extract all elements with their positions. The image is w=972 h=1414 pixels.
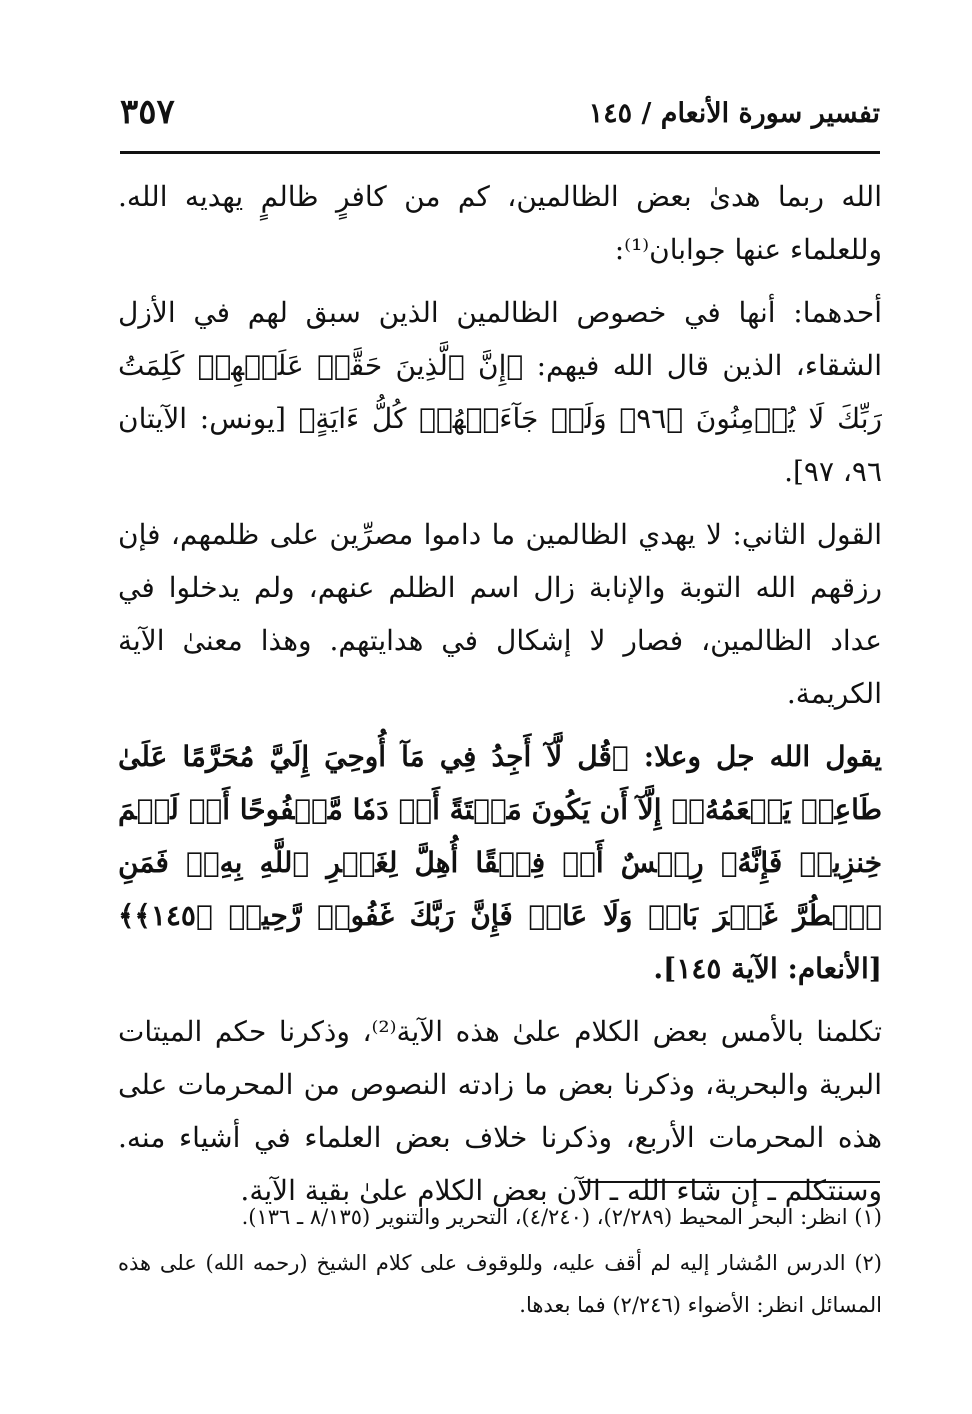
main-text — [118, 170, 882, 1227]
running-header — [120, 92, 880, 142]
footnotes — [118, 1196, 882, 1330]
paragraph-first-answer: أحدهما: أنها في خصوص الظالمين الذين سبق لهم في الأزل الشقاء، الذين قال الله فيهم: ﴿إِنَّ ٱلَّذِينَ حَقَّتۡ عَلَيۡهِمۡ كَلِمَتُ رَبِّكَ لَا يُؤۡمِنُونَ ﴿٩٦﴾ وَلَوۡ جَآءَتۡهُمۡ كُلُّ ءَايَةٍ﴾ [يونس: الآيتان ٩٦، ٩٧]. — [118, 296, 883, 488]
paragraph-second-answer: القول الثاني: لا يهدي الظالمين ما داموا مصرِّين على ظلمهم، فإن رزقهم الله التوبة والإنابة زال اسم الظلم عنهم، ولم يدخلوا في عداد الظالمين، فصار لا إشكال في هدايتهم. وهذا معنىٰ الآية الكريمة. — [118, 518, 882, 710]
paragraph-intro: الله ربما هدىٰ بعض الظالمين، كم من كافرٍ ظالمٍ يهديه الله. وللعلماء عنها جوابان⁽¹⁾: — [118, 180, 882, 266]
running-header-title: تفسير سورة الأنعام / ١٤٥ — [588, 98, 880, 129]
page-number: ٣٥٧ — [120, 92, 175, 132]
paragraph-verse-145: يقول الله جل وعلا: ﴿قُل لَّآ أَجِدُ فِي مَآ أُوحِيَ إِلَيَّ مُحَرَّمًا عَلَىٰ طَاعِمٖ يَطۡعَمُهُۥٓ إِلَّآ أَن يَكُونَ مَيۡتَةً أَوۡ دَمٗا مَّسۡفُوحًا أَوۡ لَحۡمَ خِنزِيرٖ فَإِنَّهُۥ رِجۡسٌ أَوۡ فِسۡقًا أُهِلَّ لِغَيۡرِ ٱللَّهِ بِهِۦۚ فَمَنِ ٱضۡطُرَّ غَيۡرَ بَاغٖ وَلَا عَادٖ فَإِنَّ رَبَّكَ غَفُورٞ رَّحِيمٞ ﴿١٤٥﴾﴾ [الأنعام: الآية ١٤٥]. — [118, 740, 882, 985]
header-divider — [120, 151, 880, 154]
paragraph-discussion: تكلمنا بالأمس بعض الكلام علىٰ هذه الآية⁽²⁾، وذكرنا حكم الميتات البرية والبحرية، وذكرنا بعض ما زادته النصوص من المحرمات على هذه المحرمات الأربع، وذكرنا خلاف بعض العلماء في أشياء منه. وسنتكلم ـ إن شاء الله ـ الآن بعض الكلام علىٰ بقية الآية. — [118, 1015, 883, 1207]
footnote-2: (٢) الدرس المُشار إليه لم أقف عليه، وللوقوف على كلام الشيخ (رحمه الله) على هذه المسائل انظر: الأضواء (٢/٢٤٦) فما بعدها. — [118, 1251, 882, 1317]
footnote-divider — [582, 1181, 880, 1183]
footnote-1: (١) انظر: البحر المحيط (٢/٢٨٩)، (٤/٢٤٠)، التحرير والتنوير (٨/١٣٥ ـ ١٣٦). — [241, 1205, 882, 1229]
